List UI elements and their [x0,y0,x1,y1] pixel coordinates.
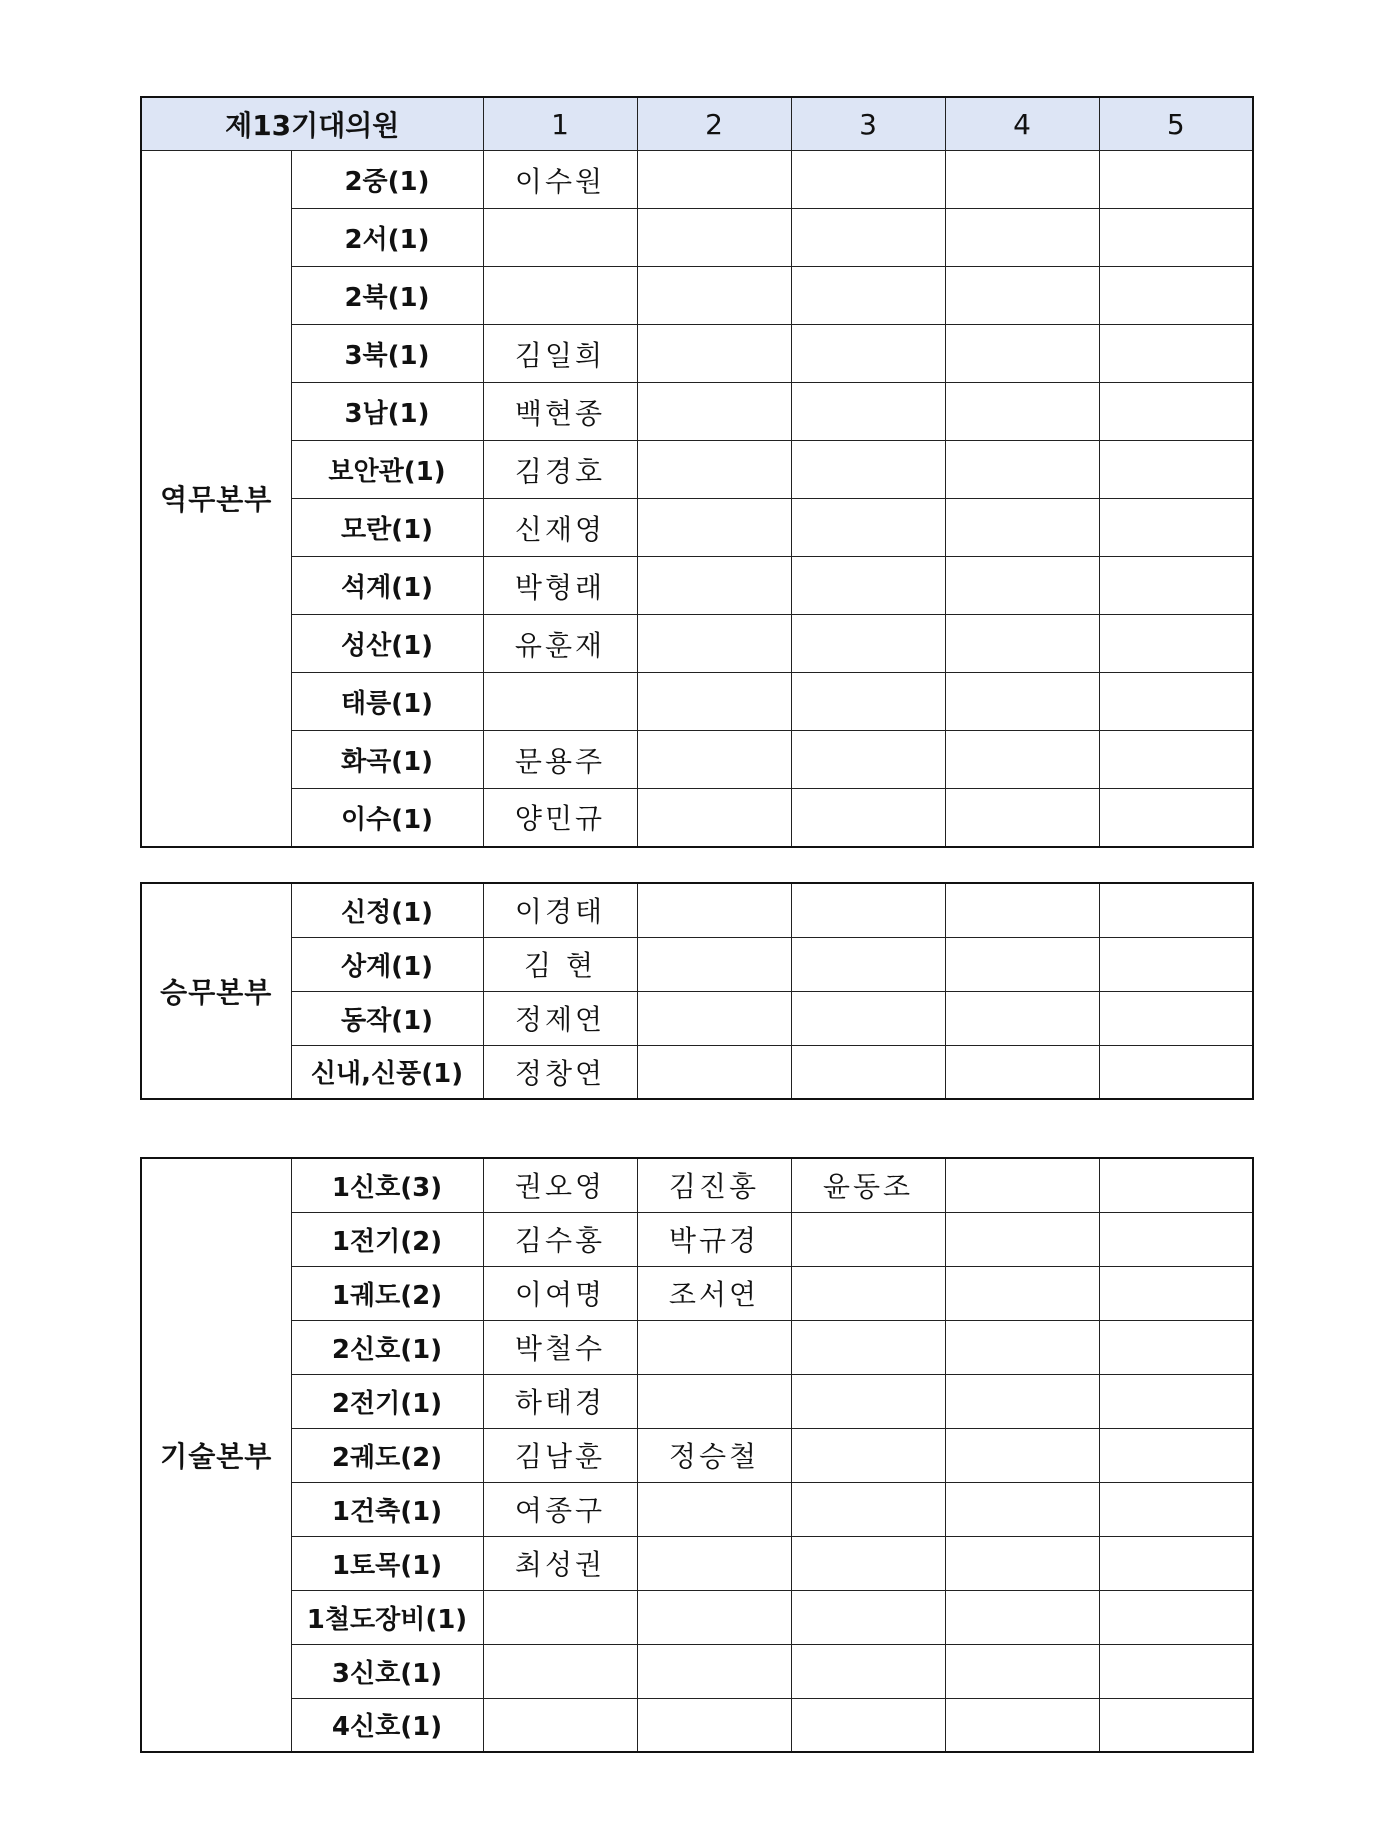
delegate-name-cell: 김수홍 [483,1212,637,1266]
delegate-name-cell [1099,883,1253,937]
delegate-name-cell: 정창연 [483,1045,637,1099]
delegate-name-cell [1099,1644,1253,1698]
delegate-name-cell [1099,991,1253,1045]
unit-label: 1철도장비(1) [291,1590,483,1644]
delegate-name-cell [945,209,1099,267]
delegate-name-cell [637,1374,791,1428]
delegate-name-cell: 문용주 [483,731,637,789]
delegate-name-cell [1099,151,1253,209]
unit-label: 이수(1) [291,789,483,847]
unit-label: 상계(1) [291,937,483,991]
delegate-name-cell [791,209,945,267]
delegate-name-cell [791,1212,945,1266]
delegate-name-cell [1099,615,1253,673]
delegate-name-cell: 정제연 [483,991,637,1045]
delegate-name-cell [1099,1428,1253,1482]
delegate-name-cell [945,383,1099,441]
unit-label: 2중(1) [291,151,483,209]
delegate-name-cell [1099,325,1253,383]
unit-label: 2서(1) [291,209,483,267]
delegate-name-cell [945,991,1099,1045]
delegate-name-cell [791,1536,945,1590]
delegate-name-cell: 박철수 [483,1320,637,1374]
delegate-name-cell [637,615,791,673]
unit-label: 1건축(1) [291,1482,483,1536]
delegate-name-cell [945,499,1099,557]
table-row [141,151,1253,209]
delegate-name-cell [1099,1212,1253,1266]
delegate-name-cell [791,1590,945,1644]
delegate-name-cell: 김남훈 [483,1428,637,1482]
table-row [141,557,1253,615]
table-row [141,209,1253,267]
table-row [141,1212,1253,1266]
unit-label: 태릉(1) [291,673,483,731]
delegate-name-cell [637,209,791,267]
delegate-name-cell [1099,673,1253,731]
delegate-name-cell: 정승철 [637,1428,791,1482]
delegate-name-cell [791,1644,945,1698]
delegate-name-cell [791,267,945,325]
delegate-name-cell [637,1536,791,1590]
delegate-name-cell [791,557,945,615]
delegate-name-cell [1099,1320,1253,1374]
delegate-name-cell: 김 현 [483,937,637,991]
delegate-name-cell [637,1590,791,1644]
unit-label: 4신호(1) [291,1698,483,1752]
delegate-name-cell [945,1698,1099,1752]
delegate-name-cell [1099,267,1253,325]
delegate-name-cell [483,673,637,731]
delegate-name-cell: 여종구 [483,1482,637,1536]
delegate-name-cell [637,731,791,789]
table-row [141,789,1253,847]
delegate-name-cell: 권오영 [483,1158,637,1212]
delegate-name-cell [1099,499,1253,557]
department-label: 역무본부 [141,151,291,847]
delegate-name-cell [945,151,1099,209]
delegate-name-cell [945,1158,1099,1212]
unit-label: 동작(1) [291,991,483,1045]
delegate-name-cell [1099,1045,1253,1099]
unit-label: 화곡(1) [291,731,483,789]
unit-label: 2신호(1) [291,1320,483,1374]
delegate-name-cell [637,673,791,731]
delegate-name-cell [1099,441,1253,499]
delegate-name-cell [945,1644,1099,1698]
delegate-name-cell [1099,1266,1253,1320]
delegate-name-cell: 박형래 [483,557,637,615]
header-row [141,97,1253,151]
table-row [141,1266,1253,1320]
delegate-name-cell [945,1428,1099,1482]
delegate-name-cell: 유훈재 [483,615,637,673]
header-col-1: 1 [483,97,637,151]
delegate-name-cell [791,383,945,441]
delegate-name-cell: 김일희 [483,325,637,383]
delegate-name-cell [791,673,945,731]
table-row [141,1644,1253,1698]
delegate-name-cell [791,151,945,209]
delegate-name-cell [1099,1374,1253,1428]
delegate-name-cell [637,1045,791,1099]
delegate-name-cell [945,789,1099,847]
table-row [141,1536,1253,1590]
table-row [141,1590,1253,1644]
department-label: 승무본부 [141,883,291,1099]
delegate-name-cell [637,557,791,615]
delegate-name-cell [1099,1482,1253,1536]
header-title: 제13기대의원 [141,97,483,151]
delegate-name-cell [791,1428,945,1482]
delegate-name-cell [791,1482,945,1536]
delegate-name-cell: 이여명 [483,1266,637,1320]
delegate-name-cell [791,1698,945,1752]
delegate-name-cell [637,325,791,383]
delegate-name-cell: 하태경 [483,1374,637,1428]
delegate-name-cell [945,1266,1099,1320]
delegate-name-cell [791,731,945,789]
table-row [141,267,1253,325]
delegate-name-cell: 신재영 [483,499,637,557]
unit-label: 모란(1) [291,499,483,557]
table-row [141,1482,1253,1536]
delegate-name-cell [637,937,791,991]
delegate-name-cell [791,1045,945,1099]
unit-label: 신정(1) [291,883,483,937]
delegate-name-cell: 조서연 [637,1266,791,1320]
delegate-name-cell [791,937,945,991]
delegate-name-cell [1099,1158,1253,1212]
unit-label: 3남(1) [291,383,483,441]
delegate-table-technical [140,1157,1254,1753]
delegate-name-cell [1099,1536,1253,1590]
header-col-2: 2 [637,97,791,151]
table-row [141,499,1253,557]
delegate-name-cell [637,383,791,441]
delegate-name-cell: 최성권 [483,1536,637,1590]
unit-label: 2궤도(2) [291,1428,483,1482]
delegate-name-cell [1099,731,1253,789]
unit-label: 3북(1) [291,325,483,383]
delegate-name-cell [637,1644,791,1698]
table-row [141,731,1253,789]
department-label: 기술본부 [141,1158,291,1752]
unit-label: 성산(1) [291,615,483,673]
delegate-name-cell [1099,557,1253,615]
delegate-name-cell [945,883,1099,937]
table-row [141,1428,1253,1482]
unit-label: 신내,신풍(1) [291,1045,483,1099]
delegate-name-cell [637,789,791,847]
table-row [141,1158,1253,1212]
unit-label: 3신호(1) [291,1644,483,1698]
delegate-name-cell [483,209,637,267]
delegate-name-cell [791,1266,945,1320]
table-row [141,1045,1253,1099]
delegate-name-cell [791,325,945,383]
delegate-name-cell [1099,789,1253,847]
delegate-name-cell [945,673,1099,731]
table-row [141,991,1253,1045]
unit-label: 1궤도(2) [291,1266,483,1320]
delegate-name-cell [945,1374,1099,1428]
delegate-name-cell [483,1590,637,1644]
delegate-name-cell: 백현종 [483,383,637,441]
table-row [141,1320,1253,1374]
unit-label: 보안관(1) [291,441,483,499]
delegate-name-cell [945,1320,1099,1374]
unit-label: 1토목(1) [291,1536,483,1590]
delegate-name-cell [637,267,791,325]
delegate-name-cell: 윤동조 [791,1158,945,1212]
unit-label: 2전기(1) [291,1374,483,1428]
unit-label: 1신호(3) [291,1158,483,1212]
header-col-5: 5 [1099,97,1253,151]
delegate-name-cell [945,267,1099,325]
delegate-name-cell [945,1212,1099,1266]
header-col-3: 3 [791,97,945,151]
delegate-name-cell [791,499,945,557]
delegate-name-cell [945,557,1099,615]
delegate-name-cell: 양민규 [483,789,637,847]
delegate-name-cell [791,441,945,499]
delegate-name-cell: 김경호 [483,441,637,499]
delegate-name-cell [945,937,1099,991]
delegate-name-cell [945,1590,1099,1644]
table-row [141,883,1253,937]
table-row [141,1374,1253,1428]
table-row [141,441,1253,499]
delegate-name-cell [791,1320,945,1374]
delegate-name-cell [637,1320,791,1374]
delegate-name-cell [637,991,791,1045]
delegate-name-cell [945,1045,1099,1099]
delegate-name-cell [1099,1590,1253,1644]
delegate-table-train-ops [140,882,1254,1100]
delegate-name-cell [1099,383,1253,441]
table-row [141,383,1253,441]
delegate-name-cell [483,1698,637,1752]
table-row [141,1698,1253,1752]
delegate-name-cell [945,1536,1099,1590]
table-row [141,937,1253,991]
delegate-name-cell [1099,209,1253,267]
table-row [141,325,1253,383]
delegate-name-cell [637,441,791,499]
table-row [141,673,1253,731]
header-col-4: 4 [945,97,1099,151]
delegate-name-cell [791,883,945,937]
delegate-name-cell [791,789,945,847]
delegate-name-cell [1099,1698,1253,1752]
delegate-name-cell [637,1698,791,1752]
delegate-name-cell [791,1374,945,1428]
delegate-name-cell [637,499,791,557]
delegate-name-cell [637,1482,791,1536]
unit-label: 2북(1) [291,267,483,325]
delegate-name-cell: 이경태 [483,883,637,937]
delegate-name-cell [945,325,1099,383]
delegate-name-cell [791,991,945,1045]
delegate-name-cell [945,731,1099,789]
delegate-name-cell [483,1644,637,1698]
unit-label: 석계(1) [291,557,483,615]
delegate-name-cell [637,151,791,209]
delegate-name-cell [945,441,1099,499]
delegate-name-cell: 박규경 [637,1212,791,1266]
delegate-name-cell: 이수원 [483,151,637,209]
delegate-name-cell [1099,937,1253,991]
delegate-name-cell: 김진홍 [637,1158,791,1212]
unit-label: 1전기(2) [291,1212,483,1266]
delegate-table-station-ops [140,96,1254,848]
delegate-name-cell [791,615,945,673]
delegate-name-cell [637,883,791,937]
table-row [141,615,1253,673]
delegate-name-cell [483,267,637,325]
delegate-name-cell [945,615,1099,673]
delegate-name-cell [945,1482,1099,1536]
